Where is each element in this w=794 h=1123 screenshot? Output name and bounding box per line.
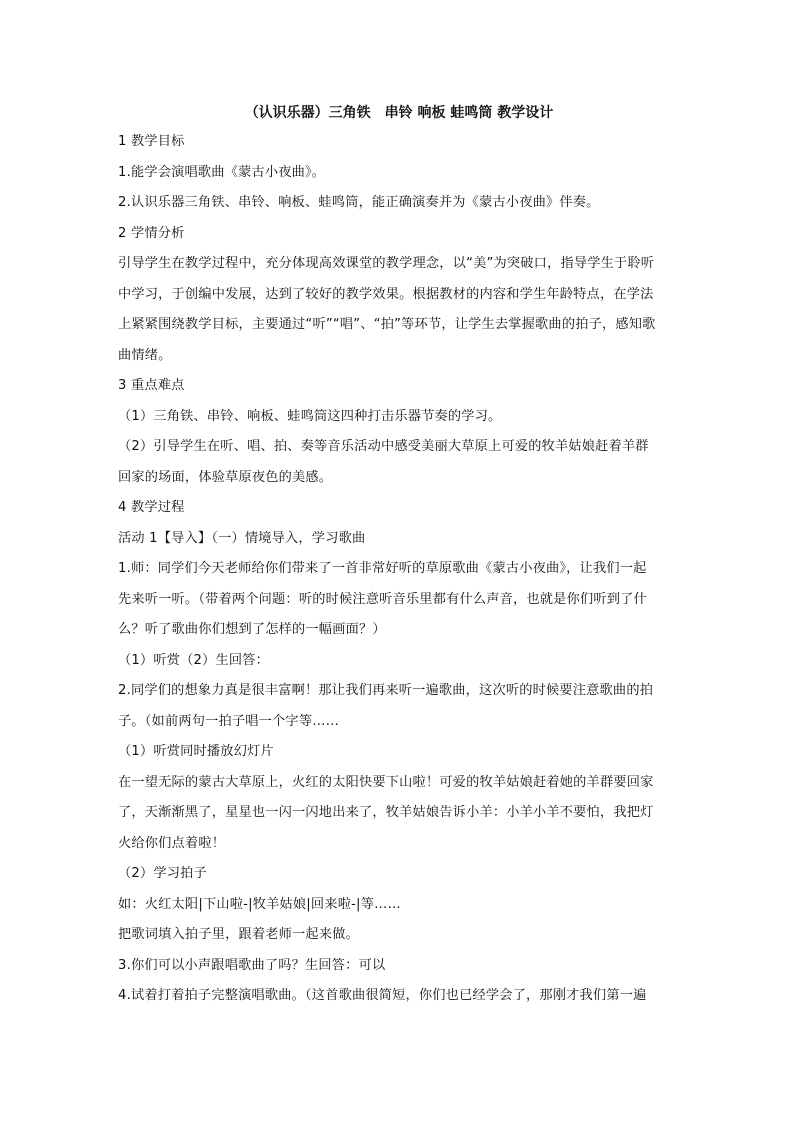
paragraph-line: 先来听一听。（带着两个问题：听的时候注意听音乐里都有什么声音，也就是你们听到了什	[118, 591, 647, 607]
paragraph-line: （2）学习拍子	[118, 866, 207, 881]
paragraph-line: 4.试着打着拍子完整演唱歌曲。（这首歌曲很简短，你们也已经学会了，那刚才我们第一遍	[118, 988, 647, 1003]
paragraph-line: （2）引导学生在听、唱、拍、奏等音乐活动中感受美丽大草原上可爱的牧羊姑娘赶着羊群	[118, 439, 649, 454]
paragraph-line: 1.师：同学们今天老师给你们带来了一首非常好听的草原歌曲《蒙古小夜曲》，让我们一起	[118, 561, 647, 576]
paragraph-line: （1）三角铁、串铃、响板、蛙鸣筒这四种打击乐器节奏的学习。	[118, 408, 502, 424]
section-heading-process: 4 教学过程	[118, 500, 185, 515]
paragraph-line: 曲情绪。	[118, 347, 172, 363]
paragraph-line: 火给你们点着啦！	[118, 835, 226, 851]
paragraph-line: 回家的场面，体验草原夜色的美感。	[118, 469, 333, 485]
paragraph-line: 在一望无际的蒙古大草原上，火红的太阳快要下山啦！可爱的牧羊姑娘赶着她的羊群要回家	[118, 774, 654, 790]
paragraph-line: 如：火红太阳|下山啦-|牧羊姑娘|回来啦-|等……	[118, 896, 401, 912]
paragraph-line: 了，天渐渐黑了，星星也一闪一闪地出来了，牧羊姑娘告诉小羊：小羊小羊不要怕，我把灯	[118, 805, 654, 820]
section-heading-key-points: 3 重点难点	[118, 378, 185, 393]
paragraph-line: 引导学生在教学过程中，充分体现高效课堂的教学理念，以“美”为突破口，指导学生于聆听	[118, 256, 655, 271]
paragraph-line: 么？听了歌曲你们想到了怎样的一幅画面？）	[118, 622, 386, 637]
paragraph-line: 把歌词填入拍子里，跟着老师一起来做。	[118, 927, 359, 942]
paragraph-line: （1）听赏（2）生回答：	[118, 652, 270, 668]
section-heading-analysis: 2 学情分析	[118, 225, 185, 241]
document-body	[118, 127, 680, 1012]
paragraph-line: 上紧紧围绕教学目标，主要通过“听”“唱”、“拍”等环节，让学生去掌握歌曲的拍子，感知歌	[118, 317, 656, 332]
paragraph-line: 3.你们可以小声跟唱歌曲了吗？生回答：可以	[118, 957, 386, 973]
paragraph-line: （1）听赏同时播放幻灯片	[118, 744, 274, 759]
section-heading-objectives: 1 教学目标	[118, 134, 185, 149]
document-title: （认识乐器）三角铁 串铃 响板 蛙鸣筒 教学设计	[244, 105, 554, 121]
paragraph-line: 2.同学们的想象力真是很丰富啊！那让我们再来听一遍歌曲，这次听的时候要注意歌曲的拍	[118, 683, 654, 698]
paragraph-line: 中学习，于创编中发展，达到了较好的教学效果。根据教材的内容和学生年龄特点，在学法	[118, 286, 654, 302]
paragraph-line: 2.认识乐器三角铁、串铃、响板、蛙鸣筒，能正确演奏并为《蒙古小夜曲》伴奏。	[118, 195, 600, 210]
activity-heading: 活动 1【导入】（一）情境导入，学习歌曲	[118, 530, 366, 546]
paragraph-line: 子。（如前两句一拍子唱一个字等……	[118, 713, 339, 729]
paragraph-line: 1.能学会演唱歌曲《蒙古小夜曲》。	[118, 164, 326, 180]
